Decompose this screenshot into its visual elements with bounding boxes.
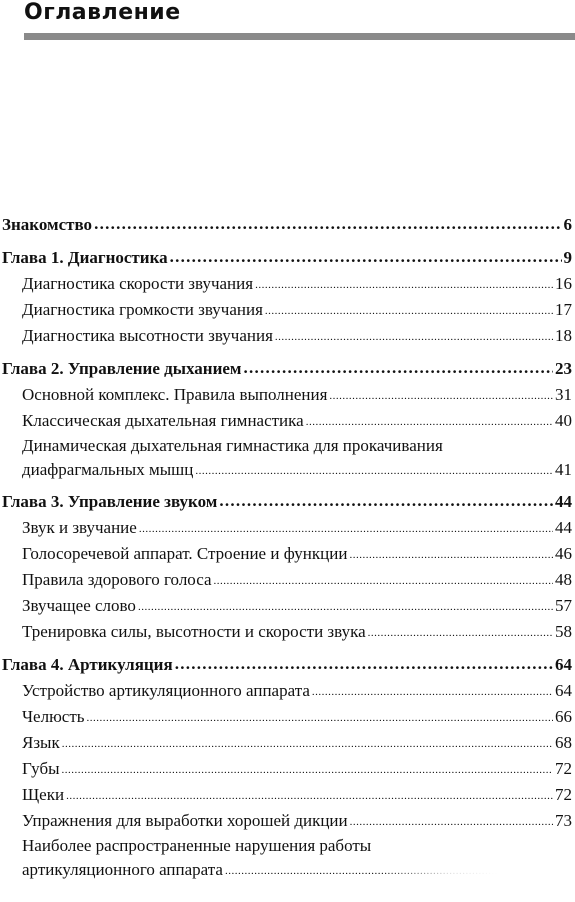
toc-section[interactable] xyxy=(0,619,575,645)
toc-chapter-4[interactable] xyxy=(0,652,575,678)
toc-section-page: 44 xyxy=(555,518,572,537)
toc-section-title: Челюсть xyxy=(22,707,85,726)
toc-section-title: Губы xyxy=(22,759,60,778)
dot-leader xyxy=(275,322,553,350)
toc-section[interactable] xyxy=(0,678,575,704)
toc-section-wrapped[interactable] xyxy=(0,434,575,482)
toc-section-page: 31 xyxy=(555,385,572,404)
dot-leader xyxy=(219,488,553,514)
toc-section-title: Классическая дыхательная гимнастика xyxy=(22,411,304,430)
dot-leader xyxy=(175,651,553,677)
dot-leader xyxy=(244,355,554,381)
dot-leader xyxy=(265,296,553,324)
toc-section-title: Диагностика высотности звучания xyxy=(22,326,273,345)
toc-section-page: 41 xyxy=(555,460,572,479)
toc-section-page: 66 xyxy=(555,707,572,726)
toc-entry-page: 64 xyxy=(555,655,572,674)
toc-entry-intro[interactable] xyxy=(0,212,575,238)
toc-section-title: Упражнения для выработки хорошей дикции xyxy=(22,811,348,830)
dot-leader xyxy=(138,592,553,620)
toc-entry-page: 23 xyxy=(555,359,572,378)
toc-section-title: Звучащее слово xyxy=(22,596,136,615)
toc-section-page: 64 xyxy=(555,681,572,700)
toc-section-page: 17 xyxy=(555,300,572,319)
toc-section-title: Голосоречевой аппарат. Строение и функции xyxy=(22,544,348,563)
toc-section-title: Тренировка силы, высотности и скорости звука xyxy=(22,622,366,641)
toc-section-page: 40 xyxy=(555,411,572,430)
toc-entry-title: Глава 1. Диагностика xyxy=(2,248,168,267)
toc-section[interactable] xyxy=(0,408,575,434)
toc-entry-page: 44 xyxy=(555,492,572,511)
toc-section-page: 57 xyxy=(555,596,572,615)
toc-section-wrapped[interactable] xyxy=(0,834,575,882)
dot-leader xyxy=(349,540,553,568)
toc-section-page: 18 xyxy=(555,326,572,345)
dot-leader xyxy=(66,781,553,809)
toc-entry-title: Глава 2. Управление дыханием xyxy=(2,359,242,378)
heading-rule xyxy=(24,33,575,40)
dot-leader xyxy=(62,755,553,783)
toc-section-page: 72 xyxy=(555,785,572,804)
toc-section-page: 58 xyxy=(555,622,572,641)
toc-section[interactable] xyxy=(0,730,575,756)
dot-leader xyxy=(306,407,553,435)
toc-section-title: Устройство артикуляционного аппарата xyxy=(22,681,310,700)
toc-section-title-line2: артикуляционного аппарата xyxy=(22,860,223,879)
toc-entry-title: Знакомство xyxy=(2,215,93,234)
toc-section-page: 46 xyxy=(555,544,572,563)
page-title: Оглавление xyxy=(24,0,181,25)
toc-section[interactable] xyxy=(0,808,575,834)
dot-leader xyxy=(329,381,553,409)
toc-section[interactable] xyxy=(0,756,575,782)
toc-section-title: Основной комплекс. Правила выполнения xyxy=(22,385,328,404)
toc-section-page: 72 xyxy=(555,759,572,778)
toc-section-title: Диагностика громкости звучания xyxy=(22,300,263,319)
toc-section-line2 xyxy=(22,458,572,482)
toc-section-title-line1: Динамическая дыхательная гимнастика для прокачивания xyxy=(22,436,443,455)
toc-section[interactable] xyxy=(0,271,575,297)
toc-section[interactable] xyxy=(0,782,575,808)
toc-section-page: 73 xyxy=(555,811,572,830)
dot-leader xyxy=(139,514,553,542)
dot-leader xyxy=(62,729,553,757)
dot-leader xyxy=(368,618,553,646)
toc-chapter-1[interactable] xyxy=(0,245,575,271)
toc-section-title: Звук и звучание xyxy=(22,518,137,537)
toc-section-title: Правила здорового голоса xyxy=(22,570,212,589)
toc-chapter-2[interactable] xyxy=(0,356,575,382)
table-of-contents xyxy=(0,212,575,882)
dot-leader xyxy=(255,270,553,298)
toc-section[interactable] xyxy=(0,382,575,408)
toc-section-page: 16 xyxy=(555,274,572,293)
toc-section[interactable] xyxy=(0,323,575,349)
toc-section[interactable] xyxy=(0,541,575,567)
toc-section-title: Язык xyxy=(22,733,60,752)
toc-section-page: 48 xyxy=(555,570,572,589)
toc-section[interactable] xyxy=(0,593,575,619)
toc-entry-title: Глава 3. Управление звуком xyxy=(2,492,218,511)
dot-leader xyxy=(94,211,561,237)
toc-section-title: Щеки xyxy=(22,785,65,804)
dot-leader xyxy=(350,807,553,835)
dot-leader xyxy=(214,566,553,594)
toc-entry-title: Глава 4. Артикуляция xyxy=(2,655,173,674)
toc-section-line2 xyxy=(22,858,572,882)
toc-section-title: Диагностика скорости звучания xyxy=(22,274,254,293)
header xyxy=(24,0,575,26)
toc-section-title-line2: диафрагмальных мышц xyxy=(22,460,194,479)
toc-section[interactable] xyxy=(0,567,575,593)
dot-leader xyxy=(312,677,553,705)
toc-entry-page: 9 xyxy=(563,248,572,267)
dot-leader xyxy=(170,244,562,270)
dot-leader xyxy=(87,703,553,731)
dot-leader xyxy=(195,457,553,483)
toc-section[interactable] xyxy=(0,704,575,730)
toc-section[interactable] xyxy=(0,297,575,323)
toc-section-title-line1: Наиболее распространенные нарушения работы xyxy=(22,836,372,855)
dot-leader xyxy=(225,857,570,883)
toc-entry-page: 6 xyxy=(563,215,572,234)
toc-section[interactable] xyxy=(0,515,575,541)
toc-chapter-3[interactable] xyxy=(0,489,575,515)
toc-section-page: 68 xyxy=(555,733,572,752)
